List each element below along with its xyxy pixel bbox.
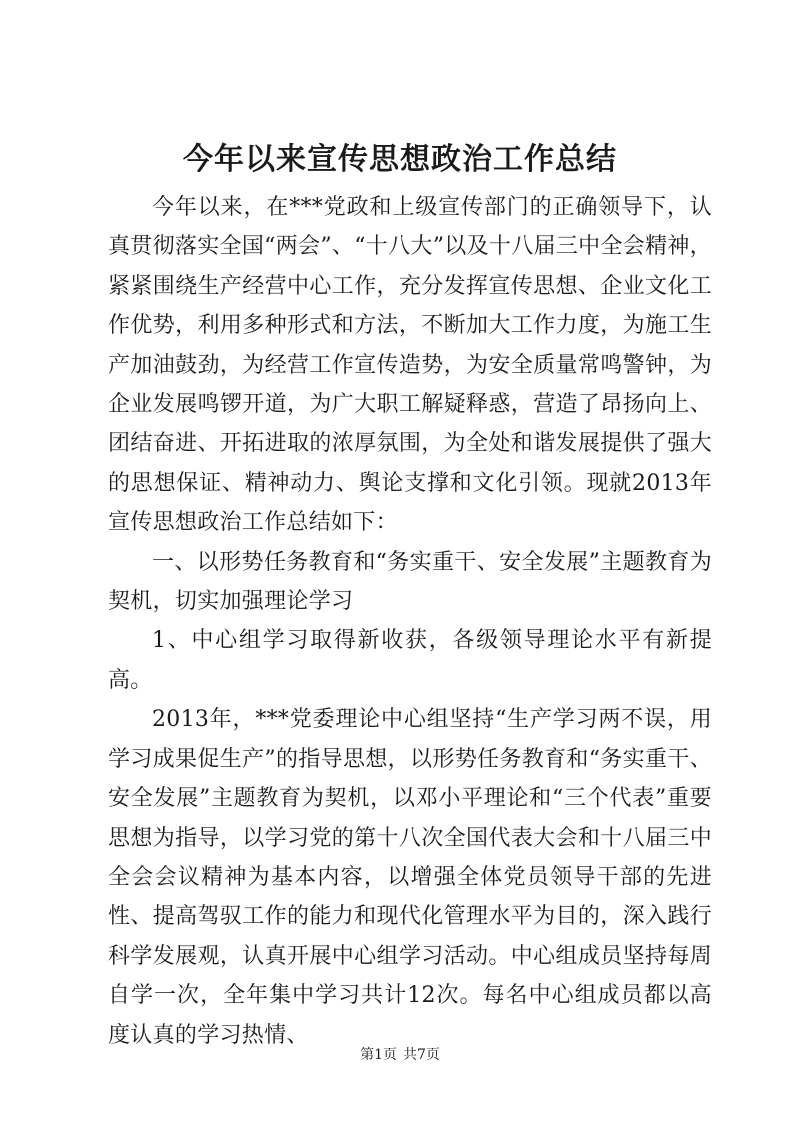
document-title: 今年以来宣传思想政治工作总结 [183,142,617,177]
paragraph-subheading: 1、中心组学习取得新收获，各级领导理论水平有新提高。 [108,628,712,693]
paragraph-section-heading: 一、以形势任务教育和“务实重干、安全发展”主题教育为契机，切实加强理论学习 [108,549,712,615]
page-total: 共7页 [403,1047,440,1063]
page-footer [0,1045,800,1065]
page-number: 第1页 [360,1047,397,1063]
paragraph-body: 2013年，***党委理论中心组坚持“生产学习两不误，用学习成果促生产”的指导思想，以形势任务教育和“务实重干、安全发展”主题教育为契机，以邓小平理论和“三个代表”重要思想为指导，以学习党的第十八次全国代表大会和十八届三中全会会议精神为基本内容，以增强全体党员领导干部的先进性、提高驾驭工作的能力和现代化管理水平为目的，深入践行科学发展观，认真开展中心组学习活动。中心组成员坚持每周自学一次，全年集中学习共计12次。每名中心组成员都以高度认真的学习热情、 [108,707,712,1048]
paragraph-intro: 今年以来，在***党政和上级宣传部门的正确领导下，认真贯彻落实全国“两会”、“十八大”以及十八届三中全会精神，紧紧围绕生产经营中心工作，充分发挥宣传思想、企业文化工作优势，利用多种形式和方法，不断加大工作力度，为施工生产加油鼓劲，为经营工作宣传造势，为安全质量常鸣警钟，为企业发展鸣锣开道，为广大职工解疑释惑，营造了昂扬向上、团结奋进、开拓进取的浓厚氛围，为全处和谐发展提供了强大的思想保证、精神动力、舆论支撑和文化引领。现就2013年宣传思想政治工作总结如下： [108,195,712,536]
document-body [108,188,712,1055]
